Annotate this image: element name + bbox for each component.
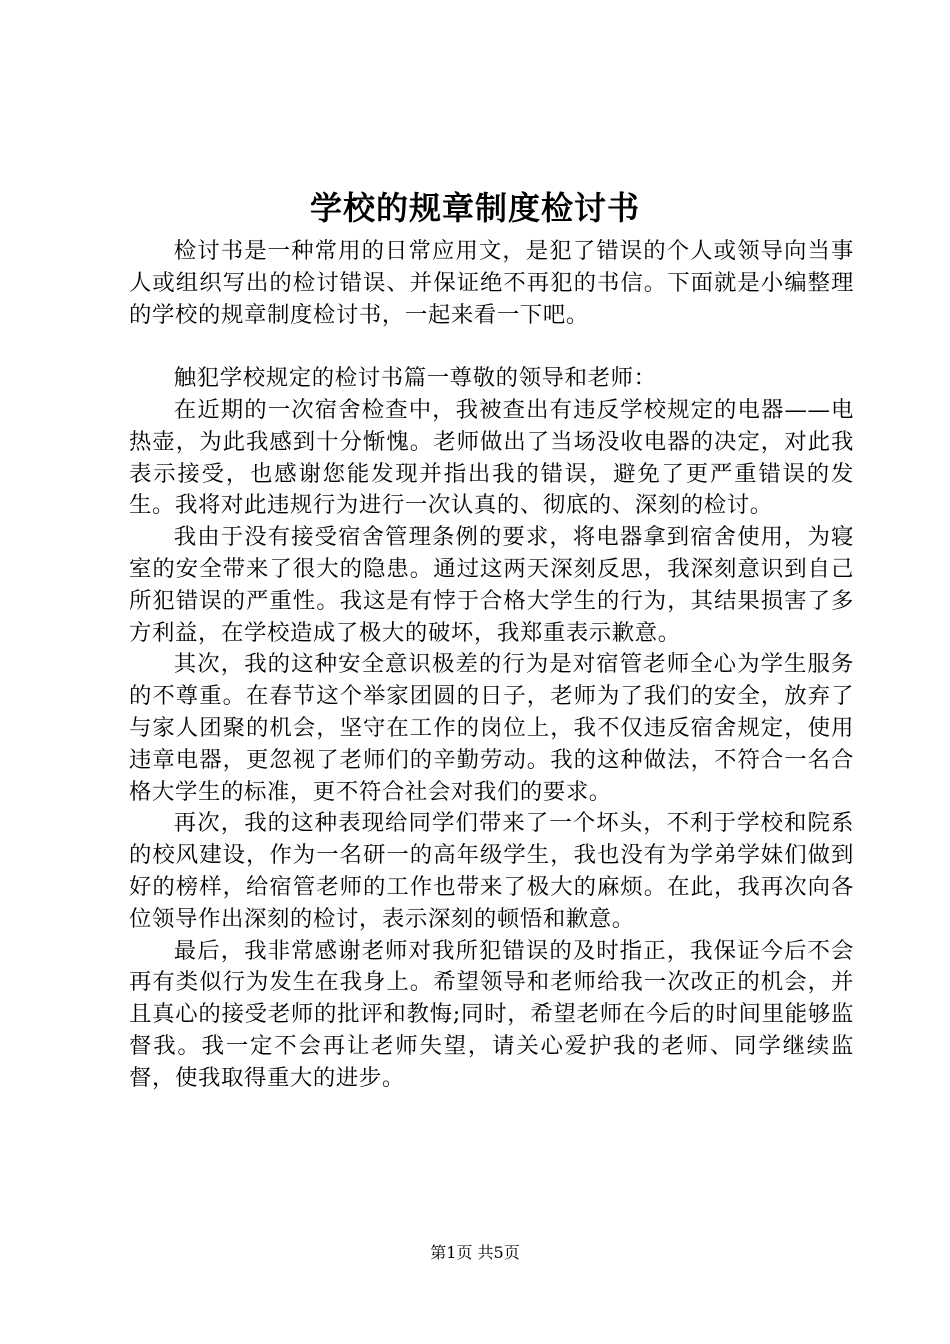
document-body [129,236,854,1095]
body-paragraph: 其次，我的这种安全意识极差的行为是对宿管老师全心为学生服务的不尊重。在春节这个举家团圆的日子，老师为了我们的安全，放弃了与家人团聚的机会，坚守在工作的岗位上，我不仅违反宿舍规定，使用违章电器，更忽视了老师们的辛勤劳动。我的这种做法，不符合一名合格大学生的标准，更不符合社会对我们的要求。 [129,651,854,805]
section-heading: 触犯学校规定的检讨书篇一尊敬的领导和老师： [173,365,657,392]
body-paragraph: 再次，我的这种表现给同学们带来了一个坏头，不利于学校和院系的校风建设，作为一名研一的高年级学生，我也没有为学弟学妹们做到好的榜样，给宿管老师的工作也带来了极大的麻烦。在此，我再次向各位领导作出深刻的检讨，表示深刻的顿悟和歉意。 [129,810,854,932]
page-number-footer: 第1页 共5页 [430,1243,520,1262]
intro-paragraph: 检讨书是一种常用的日常应用文，是犯了错误的个人或领导向当事人或组织写出的检讨错误、并保证绝不再犯的书信。下面就是小编整理的学校的规章制度检讨书，一起来看一下吧。 [129,238,854,328]
body-paragraph: 在近期的一次宿舍检查中，我被查出有违反学校规定的电器——电热壶，为此我感到十分惭愧。老师做出了当场没收电器的决定，对此我表示接受，也感谢您能发现并指出我的错误，避免了更严重错误的发生。我将对此违规行为进行一次认真的、彻底的、深刻的检讨。 [129,396,854,519]
body-paragraph: 最后，我非常感谢老师对我所犯错误的及时指正，我保证今后不会再有类似行为发生在我身上。希望领导和老师给我一次改正的机会，并且真心的接受老师的批评和教悔;同时，希望老师在今后的时间里能够监督我。我一定不会再让老师失望，请关心爱护我的老师、同学继续监督，使我取得重大的进步。 [129,937,854,1091]
document-title: 学校的规章制度检讨书 [309,189,640,227]
body-paragraph: 我由于没有接受宿舍管理条例的要求，将电器拿到宿舍使用，为寝室的安全带来了很大的隐患。通过这两天深刻反思，我深刻意识到自己所犯错误的严重性。我这是有悖于合格大学生的行为，其结果损害了多方利益，在学校造成了极大的破坏，我郑重表示歉意。 [129,524,854,646]
